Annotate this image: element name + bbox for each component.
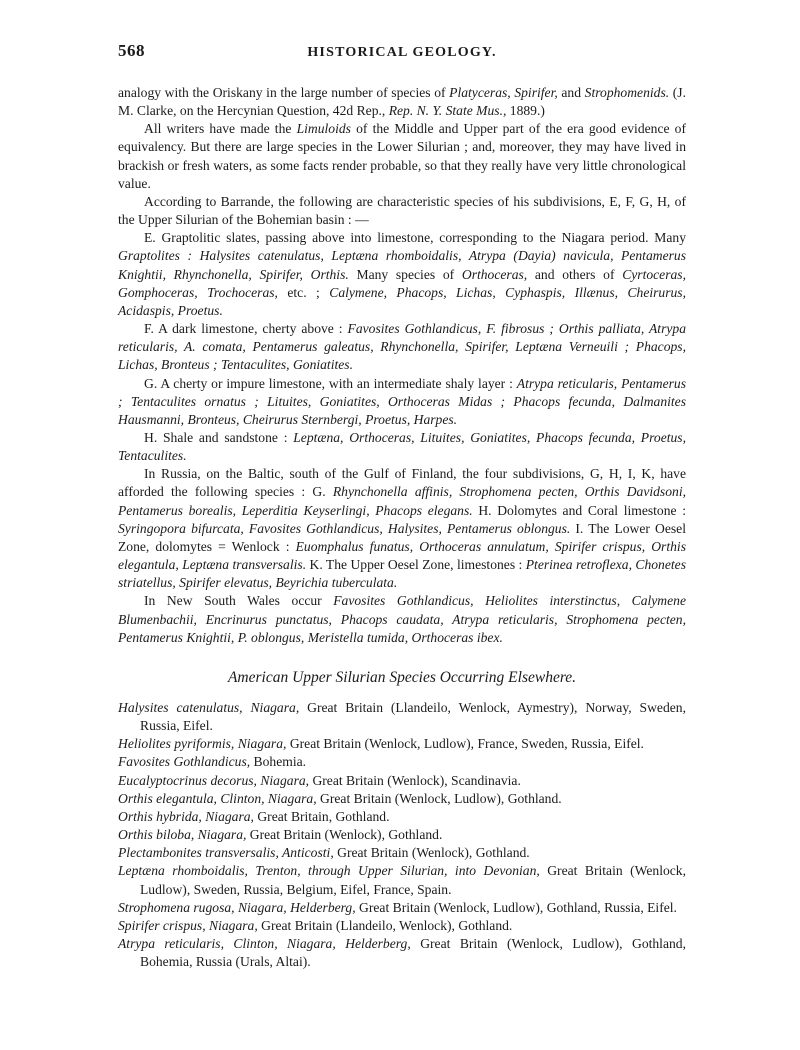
text-run: Great Britain (Llandeilo, Wenlock, Aymestry), Norway, Sweden, Russia, Eifel. [140, 700, 686, 734]
text-run: According to Barrande, the following are characteristic species of his subdivisions, E, F, G, H, of the Upper Silurian of the Bohemian basin : — [118, 193, 686, 228]
paragraph [118, 84, 686, 120]
italic-text-run: Atrypa reticularis, Pentamerus ; Tentaculites ornatus ; Lituites, Goniatites, Orthoceras Midas ; Phacops fecunda, Dalmanites Hausmanni, Bronteus, Cheirurus Sternbergi, Proetus, Harpes. [118, 375, 686, 427]
italic-text-run: Leptæna rhomboidalis, Trenton, through Upper Silurian, into Devonian, [118, 863, 540, 879]
text-run: G. A cherty or impure limestone, with an intermediate shaly layer : [144, 375, 517, 391]
italic-text-run: Syringopora bifurcata, Favosites Gothlandicus, Halysites, Pentamerus oblongus. [118, 520, 571, 536]
text-run: F. A dark limestone, cherty above : [144, 321, 348, 337]
italic-text-run: Leptæna, Orthoceras, Lituites, Goniatites, Phacops fecunda, Proetus, Tentaculites. [118, 429, 686, 464]
italic-text-run: Limuloids [296, 121, 351, 137]
text-run: Great Britain (Wenlock), Scandinavia. [309, 772, 521, 788]
body-text [118, 84, 686, 647]
running-title: HISTORICAL GEOLOGY. [307, 45, 497, 60]
italic-text-run: Plectambonites transversalis, Anticosti, [118, 845, 334, 861]
italic-text-run: Cyrtoceras, Gomphoceras, Trochoceras, [118, 266, 686, 300]
paragraph [118, 375, 686, 429]
text-run: Great Britain (Wenlock), Gothland. [246, 827, 443, 843]
text-run: I. The Lower Oesel Zone, dolomytes = Wenlock : [118, 520, 686, 554]
italic-text-run: Favosites Gothlandicus, Heliolites interstinctus, Calymene Blumenbachii, Encrinurus punctatus, Phacops caudata, Atrypa reticularis, Strophomena pecten, Pentamerus Knightii, P. oblongus, Meristella tumida, Orthoceras ibex. [118, 593, 686, 645]
paragraph [118, 120, 686, 193]
section-title: American Upper Silurian Species Occurring Elsewhere. [227, 668, 577, 686]
italic-text-run: Strophomena rugosa, Niagara, Helderberg, [118, 899, 356, 915]
text-run: E. Graptolitic slates, passing above into limestone, corresponding to the Niagara period. Many [144, 230, 686, 246]
italic-text-run: Euomphalus funatus, Orthoceras annulatum, Spirifer crispus, Orthis elegantula, Leptæna transversalis. [118, 538, 686, 573]
paragraph [118, 429, 686, 465]
text-run: Great Britain (Wenlock, Ludlow), Gothland. [316, 790, 562, 806]
italic-text-run: Graptolites : Halysites catenulatus, Leptæna rhomboidalis, Atrypa (Dayia) navicula, Pentamerus Knightii, Rhynchonella, Spirifer, Orthis. [118, 248, 686, 282]
paragraph [118, 465, 686, 592]
species-entry [118, 862, 686, 898]
text-run: H. Dolomytes and Coral limestone : [472, 502, 686, 518]
species-entry [118, 790, 686, 808]
text-run: In New South Wales occur [144, 593, 334, 609]
text-run: 1889.) [506, 103, 545, 119]
text-run: Bohemia. [250, 754, 307, 770]
italic-text-run: Rep. N. Y. State Mus., [388, 103, 507, 119]
italic-text-run: Eucalyptocrinus decorus, Niagara, [118, 772, 310, 788]
text-run: of the Middle and Upper part of the era good evidence of equivalency. But there are large species in the Lower Silurian ; and, moreover, they may have lived in brackish or fresh waters, as some facts render probable, so that they really have very little chronological value. [118, 121, 686, 191]
italic-text-run: Rhynchonella affinis, Strophomena pecten, Orthis Davidsoni, Pentamerus borealis, Leperditia Keyserlingi, Phacops elegans. [118, 484, 686, 518]
italic-text-run: Favosites Gothlandicus, [118, 754, 251, 770]
text-run: Many species of [348, 266, 462, 282]
italic-text-run: Orthis elegantula, Clinton, Niagara, [118, 790, 317, 806]
italic-text-run: Atrypa reticularis, Clinton, Niagara, Helderberg, [118, 936, 411, 952]
text-run: Great Britain (Wenlock, Ludlow), Sweden, Russia, Belgium, Eifel, France, Spain. [140, 863, 686, 897]
species-entry [118, 844, 686, 862]
italic-text-run: Strophomenids. [584, 85, 670, 100]
text-run: Great Britain, Gothland. [253, 808, 390, 824]
text-run: Great Britain (Wenlock, Ludlow), Gothland, Bohemia, Russia (Urals, Altai). [140, 936, 686, 970]
species-entry [118, 917, 686, 935]
paragraph [118, 193, 686, 229]
italic-text-run: Orthoceras, [461, 266, 528, 282]
text-run: All writers have made the [144, 121, 297, 137]
species-entry [118, 735, 686, 753]
italic-text-run: Pterinea retroflexa, Chonetes striatellus, Spirifer elevatus, Beyrichia tuberculata. [118, 557, 686, 591]
text-run: (J. M. Clarke, on the Hercynian Question, 42d Rep., [118, 85, 686, 119]
text-run: H. Shale and sandstone : [144, 429, 294, 445]
italic-text-run: Calymene, Phacops, Lichas, Cyphaspis, Illænus, Cheirurus, Acidaspis, Proetus. [118, 284, 686, 318]
italic-text-run: Heliolites pyriformis, Niagara, [118, 736, 287, 752]
text-run: In Russia, on the Baltic, south of the Gulf of Finland, the four subdivisions, G, H, I, K, have afforded the following species : G. [118, 466, 686, 500]
species-entry [118, 772, 686, 790]
species-entry [118, 699, 686, 735]
paragraph [118, 229, 686, 320]
species-entry [118, 808, 686, 826]
text-run: and others of [527, 266, 623, 282]
paragraph [118, 592, 686, 646]
species-entry [118, 753, 686, 771]
species-entry [118, 935, 686, 971]
text-run: Great Britain (Wenlock, Ludlow), France, Sweden, Russia, Eifel. [286, 736, 644, 752]
text-run: Great Britain (Wenlock), Gothland. [333, 845, 530, 861]
paragraph [118, 320, 686, 374]
running-head [118, 42, 686, 68]
species-entry [118, 826, 686, 844]
italic-text-run: Spirifer crispus, Niagara, [118, 917, 258, 933]
italic-text-run: Favosites Gothlandicus, F. fibrosus ; Orthis palliata, Atrypa reticularis, A. comata, Pentamerus galeatus, Rhynchonella, Spirifer, Leptæna Verneuili ; Phacops, Lichas, Bronteus ; Tentaculites, Goniatites. [118, 321, 686, 373]
italic-text-run: Platyceras, Spirifer, [449, 85, 558, 100]
text-run: Great Britain (Wenlock, Ludlow), Gothland, Russia, Eifel. [355, 899, 677, 915]
page-number: 568 [118, 41, 145, 60]
text-run: Great Britain (Llandeilo, Wenlock), Gothland. [257, 917, 513, 933]
italic-text-run: Orthis biloba, Niagara, [118, 827, 247, 843]
text-run: and [557, 85, 585, 100]
text-run: etc. ; [277, 284, 330, 300]
italic-text-run: Orthis hybrida, Niagara, [118, 808, 254, 824]
text-run: K. The Upper Oesel Zone, limestones : [306, 557, 526, 573]
italic-text-run: Halysites catenulatus, Niagara, [118, 700, 300, 715]
species-list [118, 699, 686, 971]
text-run: analogy with the Oriskany in the large number of species of [118, 85, 450, 100]
species-entry [118, 899, 686, 917]
